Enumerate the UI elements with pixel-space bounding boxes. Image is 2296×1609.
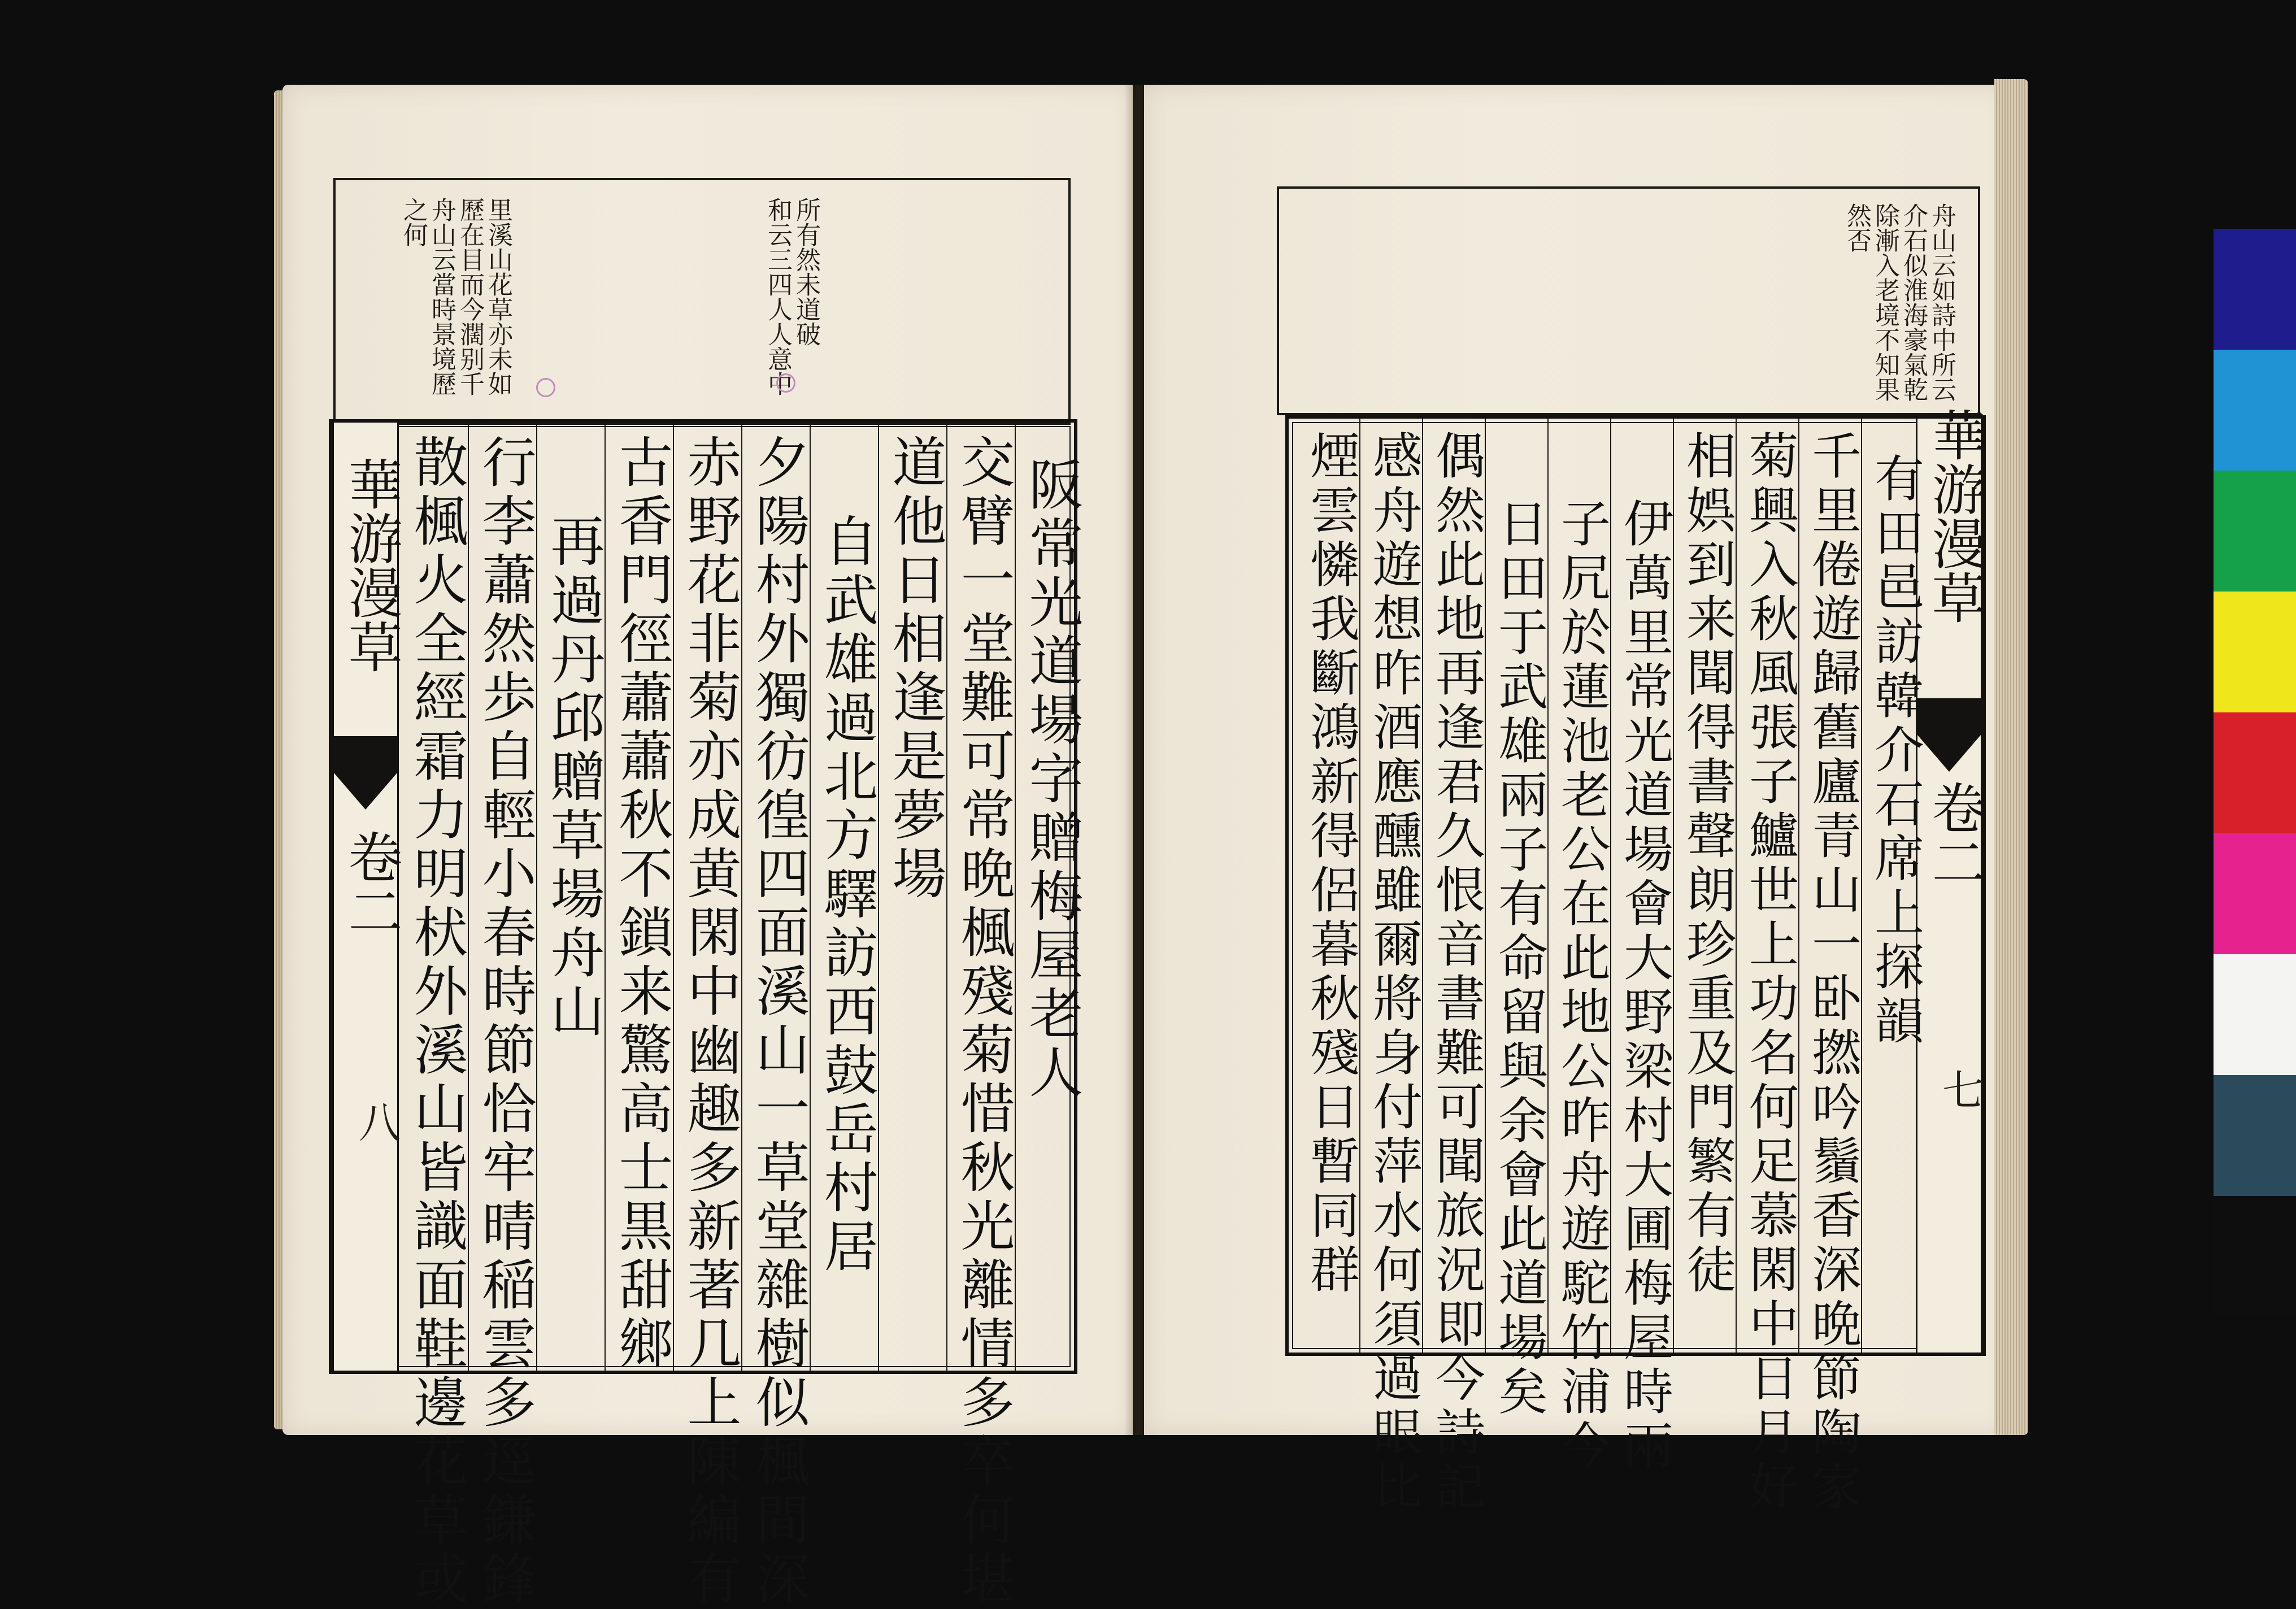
text-column: 阪常光道場字贈梅屋老人 (1020, 456, 1084, 1103)
left-text-frame (329, 419, 1084, 1609)
color-calibration-strip (2214, 229, 2296, 1317)
text-column: 交臂一堂難可常晩楓殘菊惜秋光離情多卒何堪 (952, 434, 1015, 1609)
color-swatch (2214, 833, 2296, 954)
right-page-edges (1994, 79, 2028, 1435)
ink-seal-mark (776, 373, 795, 393)
text-column: 古香門徑蕭蕭秋不鎖来驚高士黒甜鄉 (610, 434, 673, 1374)
right-headnote-line: 介石似淮海豪氣乾 (1899, 203, 1928, 402)
text-column: 感舟遊想昨酒應醺雖爾將身付萍水何須過眼比 (1365, 430, 1423, 1515)
text-column: 道他日相逢是夢場 (884, 434, 947, 904)
text-column: 夕陽村外獨彷徨四面溪山一草堂雜樹似楓間深 (747, 434, 810, 1609)
text-column: 菊興入秋風張子鱸世上功名何足慕閑中日月好 (1741, 430, 1799, 1515)
right-headnote-box (1277, 186, 1980, 415)
left-headnote-line: 和云三四人人意中 (763, 197, 792, 396)
left-headnote-line: 里溪山花草亦未如 (484, 197, 512, 396)
color-swatch (2214, 954, 2296, 1075)
left-headnote-box (333, 178, 1071, 425)
fish-tail-mark (1917, 698, 1981, 772)
color-swatch (2214, 712, 2296, 833)
color-swatch (2214, 1196, 2296, 1317)
text-column: 赤野花非菊亦成黄閑中幽趣多新著几上陳編有 (679, 434, 742, 1609)
hanshin-title: 華游漫草 (340, 456, 403, 673)
left-headnote-line: 歷在目而今濶别千 (455, 197, 484, 396)
text-column: 千里倦遊歸舊廬青山一卧撚吟鬚香深晩節陶家 (1804, 430, 1862, 1515)
left-page (282, 85, 1133, 1609)
color-swatch (2214, 1075, 2296, 1196)
left-headnote-line: 所有然未道破 (792, 197, 820, 346)
right-text-frame (1285, 407, 1986, 1515)
color-swatch (2214, 350, 2296, 471)
text-column: 行李蕭然歩自輕小春時節恰牢晴稲雲多逕鎌鋒 (473, 434, 537, 1609)
left-headnote-line: 舟山云當時景境歷 (427, 197, 456, 396)
right-headnote-line: 然否 (1842, 203, 1871, 253)
right-headnote-line: 除漸入老境不知果 (1871, 203, 1899, 402)
text-column: 日田于武雄兩子有命留與余會此道場矣 (1490, 498, 1549, 1420)
ink-seal-mark (536, 378, 555, 397)
color-swatch (2214, 229, 2296, 350)
left-headnote-line: 之何 (399, 197, 428, 247)
text-column: 散楓火全經霜力明枤外溪山皆識面鞋邊花草或 (405, 434, 468, 1609)
text-column: 再過丹邱贈草場舟山 (542, 513, 605, 1042)
text-column: 伊萬里常光道場會大野梁村大圃梅屋時兩 (1616, 498, 1674, 1474)
color-swatch (2214, 592, 2296, 712)
color-swatch (2214, 471, 2296, 592)
text-column: 偶然此地再逢君久恨音書難可聞旅況即今詩記 (1428, 430, 1486, 1515)
text-column: 煙雲憐我斷鴻新得侶暮秋殘日暫同群 (1302, 430, 1360, 1298)
hanshin-title: 華游漫草 (1923, 407, 1986, 624)
text-column: 子凥於蓮池老公在此地公昨舟遊駝竹浦今 (1553, 498, 1611, 1474)
page-folio: 八 (352, 1101, 401, 1142)
page-folio: 七 (1936, 1068, 1984, 1110)
hanshin-volume: 卷二 (340, 829, 403, 938)
hanshin-strip (332, 423, 403, 1371)
text-column: 有田邑訪韓介石席上探韻 (1867, 453, 1925, 1049)
hanshin-volume: 卷二 (1923, 780, 1986, 889)
fish-tail-mark (334, 736, 397, 810)
text-column: 自武雄過北方驛訪西鼓岳村居 (815, 513, 879, 1277)
right-headnote-line: 舟山云如詩中所云 (1927, 203, 1956, 402)
right-page (1144, 85, 2008, 1515)
text-column: 相娯到来聞得書聲朗珍重及門繁有徒 (1678, 430, 1737, 1298)
